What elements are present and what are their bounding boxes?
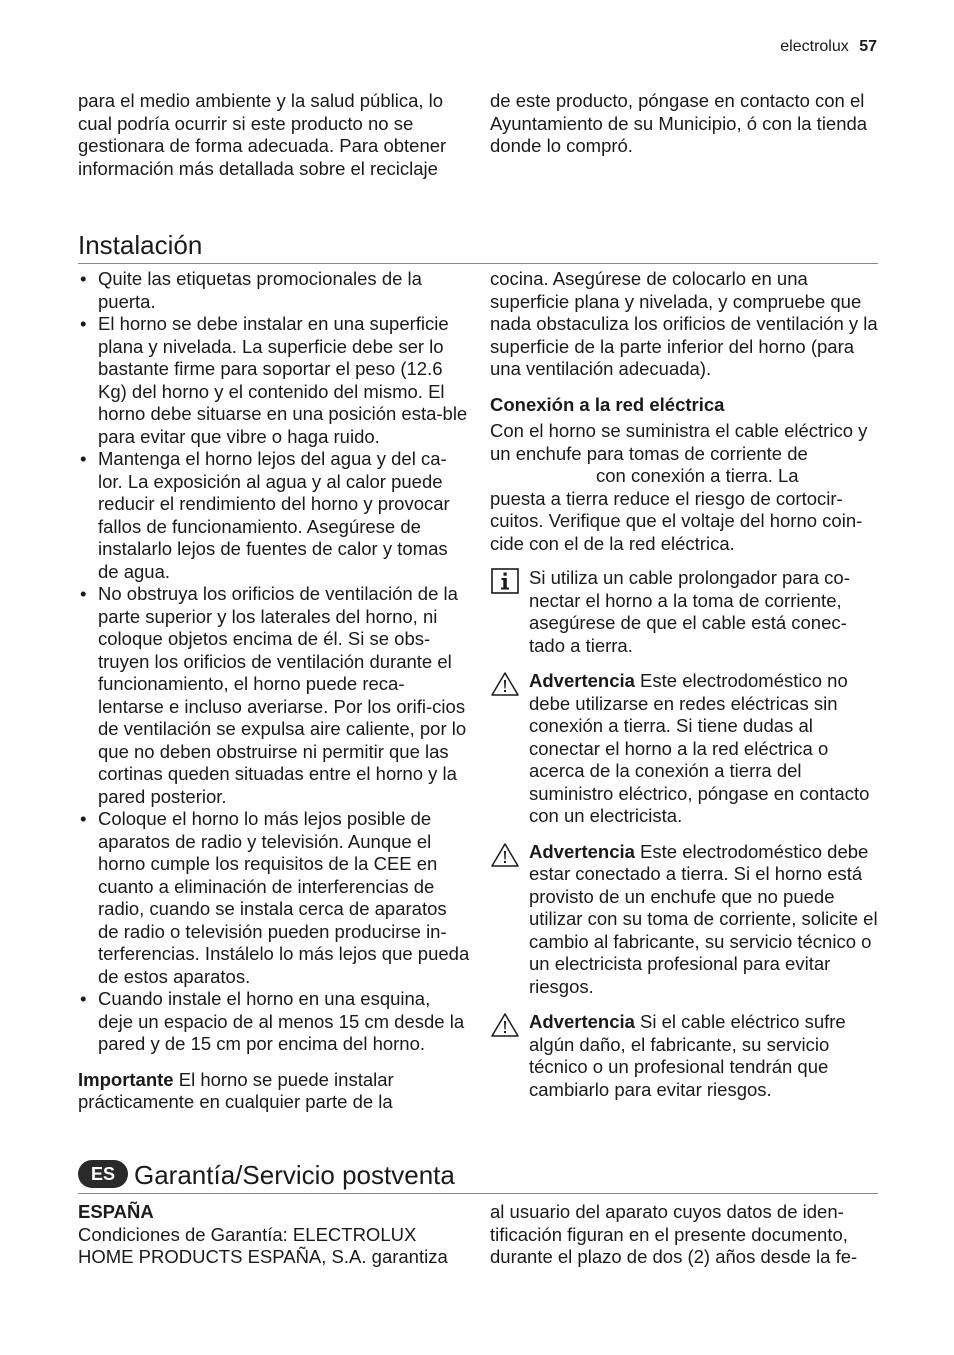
list-item: • El horno se debe instalar en una superficie plana y nivelada. La superficie debe ser lo bastante firme para soportar el peso (12.6 Kg) del horno y el contenido del mismo. El horno debe situarse en una posición esta-ble para evitar que vibre o haga ruido. [78, 313, 470, 448]
connection-line-2: con conexión a tierra. La [596, 465, 799, 486]
warning-note [490, 670, 882, 828]
list-item: • Quite las etiquetas promocionales de la puerta. [78, 268, 470, 313]
info-icon [490, 568, 520, 594]
info-note [490, 567, 882, 657]
list-item: • Mantenga el horno lejos del agua y del ca-lor. La exposición al agua y al calor puede reducir el rendimiento del horno y provocar fallos de funcionamiento. Asegúrese de instalarlo lejos de fuentes de calor y tomas de agua. [78, 448, 470, 583]
warning-label: Advertencia [529, 1011, 635, 1032]
intro-left [78, 90, 470, 180]
warranty-right-text: al usuario del aparato cuyos datos de iden-tificación figuran en el presente documento, durante el plazo de dos (2) años desde la fe- [490, 1201, 858, 1267]
intro-right-text: de este producto, póngase en contacto con el Ayuntamiento de su Municipio, ó con la tienda donde lo compró. [490, 90, 868, 156]
list-item: • Cuando instale el horno en una esquina, deje un espacio de al menos 15 cm desde la pared y de 15 cm por encima del horno. [78, 988, 470, 1056]
important-text: El horno se puede instalar prácticamente en cualquier parte de la [78, 1068, 394, 1112]
warning-body: Si el cable eléctrico sufre algún daño, el fabricante, su servicio técnico o un profesional tendrán que cambiarlo para evitar riesgos. [529, 1011, 846, 1100]
installation-left-column [78, 268, 470, 1114]
warning-text [529, 670, 882, 828]
warning-body: Este electrodoméstico debe estar conectado a tierra. Si el horno está provisto de un enchufe que no puede utilizar con su toma de corriente, solicite el cambio al fabricante, su servicio técnico o un electricista profesional para evitar riesgos. [529, 840, 878, 997]
page-number: 57 [859, 38, 877, 55]
important-label: Importante [78, 1068, 174, 1090]
warning-icon [490, 842, 520, 868]
installation-bullet-list [78, 268, 470, 1056]
warning-text [529, 1011, 882, 1101]
warning-text [529, 841, 882, 999]
important-paragraph [78, 1069, 470, 1114]
intro-right [490, 90, 882, 158]
installation-continued-text: cocina. Asegúrese de colocarlo en una superficie plana y nivelada, y compruebe que nada obstaculiza los orificios de ventilación y la superficie de la parte inferior del horno (para una ventilación adecuada). [490, 268, 878, 379]
warning-icon [490, 671, 520, 697]
page-header [780, 38, 877, 56]
warning-label: Advertencia [529, 670, 635, 691]
language-badge: ES [78, 1160, 128, 1188]
installation-right-column [490, 268, 882, 1101]
warranty-title-row [78, 1160, 878, 1194]
list-item: • Coloque el horno lo más lejos posible de aparatos de radio y televisión. Aunque el horno cumple los requisitos de la CEE en cuanto a eliminación de interferencias de radio, cuando se instala cerca de aparatos de radio o televisión pueden producirse in-terferencias. Instálelo lo más lejos que pueda de estos aparatos. [78, 808, 470, 988]
warranty-right [490, 1201, 882, 1269]
warning-icon [490, 1012, 520, 1038]
brand-name: electrolux [780, 38, 849, 55]
list-item: • No obstruya los orificios de ventilación de la parte superior y los laterales del horno, ni coloque objetos encima de él. Si se obs-truyen los orificios de ventilación durante el funcionamiento, el horno puede reca-lentarse e incluso averiarse. Por los orifi-cios de ventilación se expulsa aire caliente, por lo que no deben obstruirse ni permitir que las cortinas queden situadas entre el horno y la pared posterior. [78, 583, 470, 808]
warranty-left-text: Condiciones de Garantía: ELECTROLUX HOME PRODUCTS ESPAÑA, S.A. garantiza [78, 1223, 448, 1267]
warranty-title: Garantía/Servicio postventa [134, 1160, 455, 1190]
warning-note [490, 1011, 882, 1101]
connection-heading: Conexión a la red eléctrica [490, 393, 725, 415]
installation-title: Instalación [78, 230, 878, 264]
warranty-left [78, 1201, 470, 1269]
info-note-text: Si utiliza un cable prolongador para co-nectar el horno a la toma de corriente, asegúrese de que el cable está conec-tado a tierra. [529, 567, 850, 656]
warning-body: Este electrodoméstico no debe utilizarse en redes eléctricas sin conexión a tierra. Si tiene dudas al conectar el horno a la red eléctrica o acerca de la conexión a tierra del suministro eléctrico, póngase en contacto con un electricista. [529, 670, 870, 826]
intro-left-text: para el medio ambiente y la salud pública, lo cual podría ocurrir si este producto no se gestionara de forma adecuada. Para obtener información más detallada sobre el reciclaje [78, 90, 447, 179]
warranty-country: ESPAÑA [78, 1201, 154, 1222]
warning-note [490, 841, 882, 999]
warning-label: Advertencia [529, 840, 635, 862]
connection-line-3: puesta a tierra reduce el riesgo de cortocir-cuitos. Verifique que el voltaje del horno coin-cide con el de la red eléctrica. [490, 487, 863, 554]
connection-line-1: Con el horno se suministra el cable eléctrico y un enchufe para tomas de corriente de [490, 420, 868, 464]
